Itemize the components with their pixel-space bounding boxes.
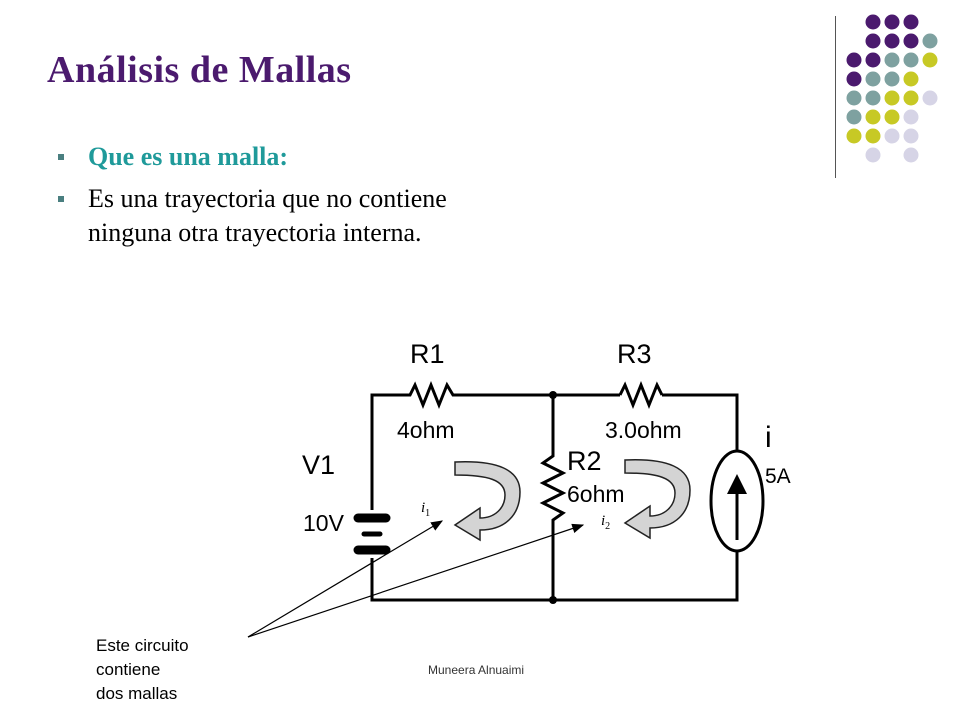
note-line: contiene xyxy=(96,660,161,679)
resistor-r2-symbol xyxy=(543,450,563,528)
mesh-1-current-label: $i_1$ xyxy=(421,500,431,519)
current-source-name-label: i xyxy=(765,421,772,454)
r3-value-label: 3.0ohm xyxy=(605,417,682,443)
resistor-r3-symbol xyxy=(620,385,662,405)
current-source-value-label: 5A xyxy=(765,465,791,488)
resistor-r1-symbol xyxy=(404,385,458,405)
mesh-1-arrow xyxy=(455,462,520,540)
mesh-2-current-label: $i_2$ xyxy=(601,513,611,532)
junction-node xyxy=(549,596,557,604)
r3-name-label: R3 xyxy=(617,339,652,369)
r1-name-label: R1 xyxy=(410,339,445,369)
v1-name-label: V1 xyxy=(302,450,336,480)
note-line: dos mallas xyxy=(96,684,178,703)
battery-symbol xyxy=(358,518,386,550)
mesh-2-arrow xyxy=(625,460,690,538)
r2-name-label: R2 xyxy=(567,446,602,476)
r2-value-label: 6ohm xyxy=(567,481,625,507)
current-source-symbol xyxy=(711,451,763,551)
r1-value-label: 4ohm xyxy=(397,417,455,443)
junction-node xyxy=(549,391,557,399)
v1-value-label: 10V xyxy=(303,510,344,536)
slide-title: Análisis de Mallas xyxy=(47,49,352,91)
pointer-line-mesh-2 xyxy=(248,525,583,637)
note-line: Este circuito xyxy=(96,636,189,655)
bullet-text: Es una trayectoria que no contiene ninguna otra trayectoria interna. xyxy=(88,184,447,247)
bullet-text: Que es una malla: xyxy=(88,142,289,171)
circuit-note xyxy=(96,634,189,706)
footer-author: Muneera Alnuaimi xyxy=(428,663,525,677)
pointer-line-mesh-1 xyxy=(248,521,442,637)
